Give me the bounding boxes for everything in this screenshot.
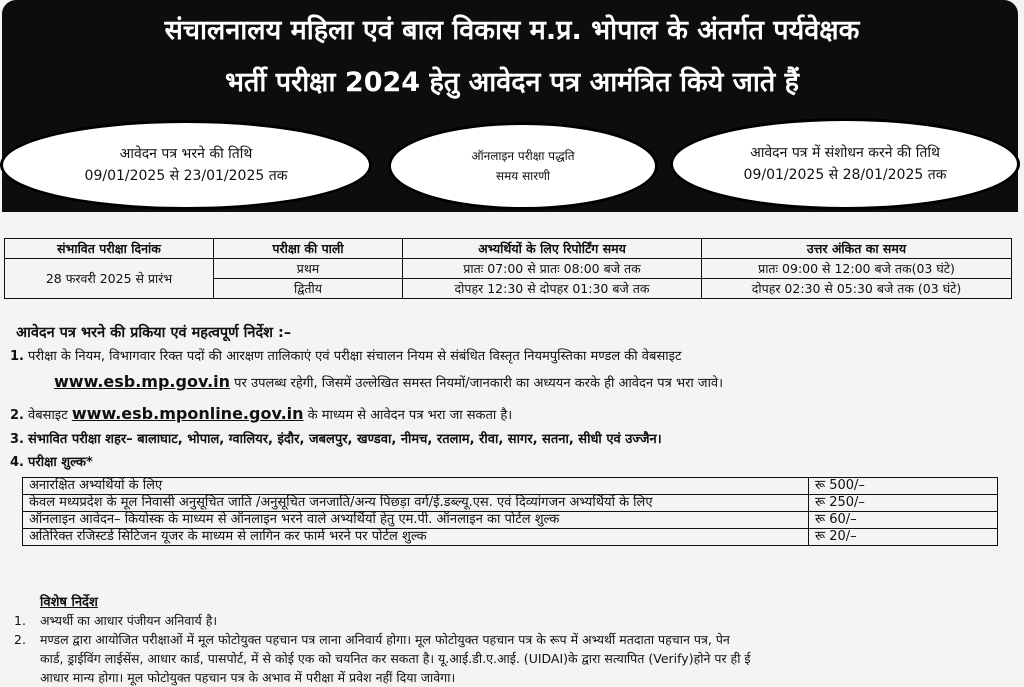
answer-cell: दोपहर 02:30 से 05:30 बजे तक (03 घंटे)	[702, 279, 1012, 299]
special-instructions-heading: विशेष निर्देश	[40, 595, 98, 610]
exam-schedule-table	[4, 238, 1012, 299]
table-row	[23, 512, 998, 529]
exam-mode-label: ऑनलाइन परीक्षा पद्धति	[471, 149, 575, 163]
header-title-line2: भर्ती परीक्षा 2024 हेतु आवेदन पत्र आमंत्रित किये जाते हैं	[225, 67, 799, 98]
application-date-value: 09/01/2025 से 23/01/2025 तक	[84, 168, 288, 184]
item-number: 2.	[10, 408, 24, 423]
item3-text: संभावित परीक्षा शहर– बालाघाट, भोपाल, ग्वालियर, इंदौर, जबलपुर, खण्डवा, नीमच, रतलाम, रीवा, सागर, सतना, सीधी एवं उज्जैन।	[28, 432, 662, 447]
exam-mode-value: समय सारणी	[496, 169, 550, 183]
item4-text: परीक्षा शुल्क*	[28, 455, 93, 470]
exam-fee-table	[22, 477, 998, 546]
correction-date-oval	[670, 118, 1020, 210]
fee-description: अतिरिक्त रजिस्टर्ड सिटिजन यूजर के माध्यम से लागिन कर फार्म भरने पर पोर्टल शुल्क	[23, 529, 809, 546]
fee-description: अनारक्षित अभ्यर्थियों के लिए	[23, 478, 809, 495]
note-number: 1.	[14, 613, 26, 628]
reporting-cell: प्रातः 07:00 से प्रातः 08:00 बजे तक	[403, 259, 702, 279]
mponline-website-link[interactable]: www.esb.mponline.gov.in	[71, 404, 304, 423]
fee-amount: रू 20/–	[809, 529, 998, 546]
table-row	[23, 495, 998, 512]
special-note-1	[14, 611, 217, 630]
fee-description: ऑनलाइन आवेदन– कियोस्क के माध्यम से ऑनलाइन भरने वाले अभ्यर्थियों हेतु एम.पी. ऑनलाइन का पोर्टल शुल्क	[23, 512, 809, 529]
application-date-label: आवेदन पत्र भरने की तिथि	[119, 146, 253, 162]
table-row	[23, 478, 998, 495]
table-row	[23, 529, 998, 546]
item-number: 3.	[10, 432, 24, 447]
special-note-2	[14, 630, 730, 649]
esb-website-link[interactable]: www.esb.mp.gov.in	[54, 372, 231, 391]
fee-amount: रू 500/–	[809, 478, 998, 495]
schedule-header-shift: परीक्षा की पाली	[214, 239, 403, 259]
item-number: 4.	[10, 455, 24, 470]
instruction-item-1-continued	[30, 372, 723, 394]
exam-date-cell: 28 फरवरी 2025 से प्रारंभ	[5, 259, 214, 299]
answer-cell: प्रातः 09:00 से 12:00 बजे तक(03 घंटे)	[702, 259, 1012, 279]
fee-description: केवल मध्यप्रदेश के मूल निवासी अनुसूचित जाति /अनुसूचित जनजाति/अन्य पिछड़ा वर्ग/ई.डब्ल्यू.एस. एवं दिव्यांगजन अभ्यर्थियों के लिए	[23, 495, 809, 512]
table-row	[5, 259, 1012, 279]
correction-date-value: 09/01/2025 से 28/01/2025 तक	[743, 167, 947, 183]
shift-cell: प्रथम	[214, 259, 403, 279]
fee-amount: रू 250/–	[809, 495, 998, 512]
item1-line2: पर उपलब्ध रहेगी, जिसमें उल्लेखित समस्त नियमों/जानकारी का अध्ययन करके ही आवेदन पत्र भरा जावे।	[234, 376, 724, 391]
exam-mode-oval	[388, 122, 658, 210]
note-1-text: अभ्यर्थी का आधार पंजीयन अनिवार्य है।	[40, 613, 218, 628]
instruction-item-1	[10, 347, 682, 367]
correction-date-label: आवेदन पत्र में संशोधन करने की तिथि	[750, 145, 940, 161]
schedule-header-answer: उत्तर अंकित का समय	[702, 239, 1012, 259]
note-number: 2.	[14, 632, 26, 647]
special-note-2-line3: आधार मान्य होगा। मूल फोटोयुक्त पहचान पत्र के अभाव में परीक्षा में प्रवेश नहीं दिया जावेगा।	[40, 670, 456, 685]
item1-line1: परीक्षा के नियम, विभागवार रिक्त पदों की आरक्षण तालिकाएं एवं परीक्षा संचालन नियम से संबंधित विस्तृत नियमपुस्तिका मण्डल की वेबसाइट	[28, 349, 682, 364]
schedule-header-reporting: अभ्यर्थियों के लिए रिपोर्टिंग समय	[403, 239, 702, 259]
reporting-cell: दोपहर 12:30 से दोपहर 01:30 बजे तक	[403, 279, 702, 299]
schedule-header-row	[5, 239, 1012, 259]
item-number: 1.	[10, 349, 24, 364]
instructions-heading: आवेदन पत्र भरने की प्रकिया एवं महत्वपूर्ण निर्देश :–	[16, 325, 292, 341]
shift-cell: द्वितीय	[214, 279, 403, 299]
instruction-item-4	[10, 453, 93, 473]
instruction-item-3	[10, 430, 662, 450]
application-date-oval	[0, 120, 372, 210]
note-2-line1: मण्डल द्वारा आयोजित परीक्षाओं में मूल फोटोयुक्त पहचान पत्र लाना अनिवार्य होगा। मूल फोटोयुक्त पहचान पत्र के रूप में अभ्यर्थी मतदाता पहचान पत्र, पेन	[40, 632, 730, 647]
header-title-line1: संचालनालय महिला एवं बाल विकास म.प्र. भोपाल के अंतर्गत पर्यवेक्षक	[164, 15, 860, 46]
item2-pre: वेबसाइट	[28, 408, 68, 423]
schedule-header-date: संभावित परीक्षा दिनांक	[5, 239, 214, 259]
instruction-item-2	[10, 404, 512, 426]
special-note-2-line2: कार्ड, ड्राईविंग लाईसेंस, आधार कार्ड, पासपोर्ट, में से कोई एक को चयनित कर सकता है। यू.आई.डी.ए.आई. (UIDAI)के द्वारा सत्यापित (Verify)होने पर ही ई	[40, 651, 751, 666]
fee-amount: रू 60/–	[809, 512, 998, 529]
item2-post: के माध्यम से आवेदन पत्र भरा जा सकता है।	[307, 408, 513, 423]
